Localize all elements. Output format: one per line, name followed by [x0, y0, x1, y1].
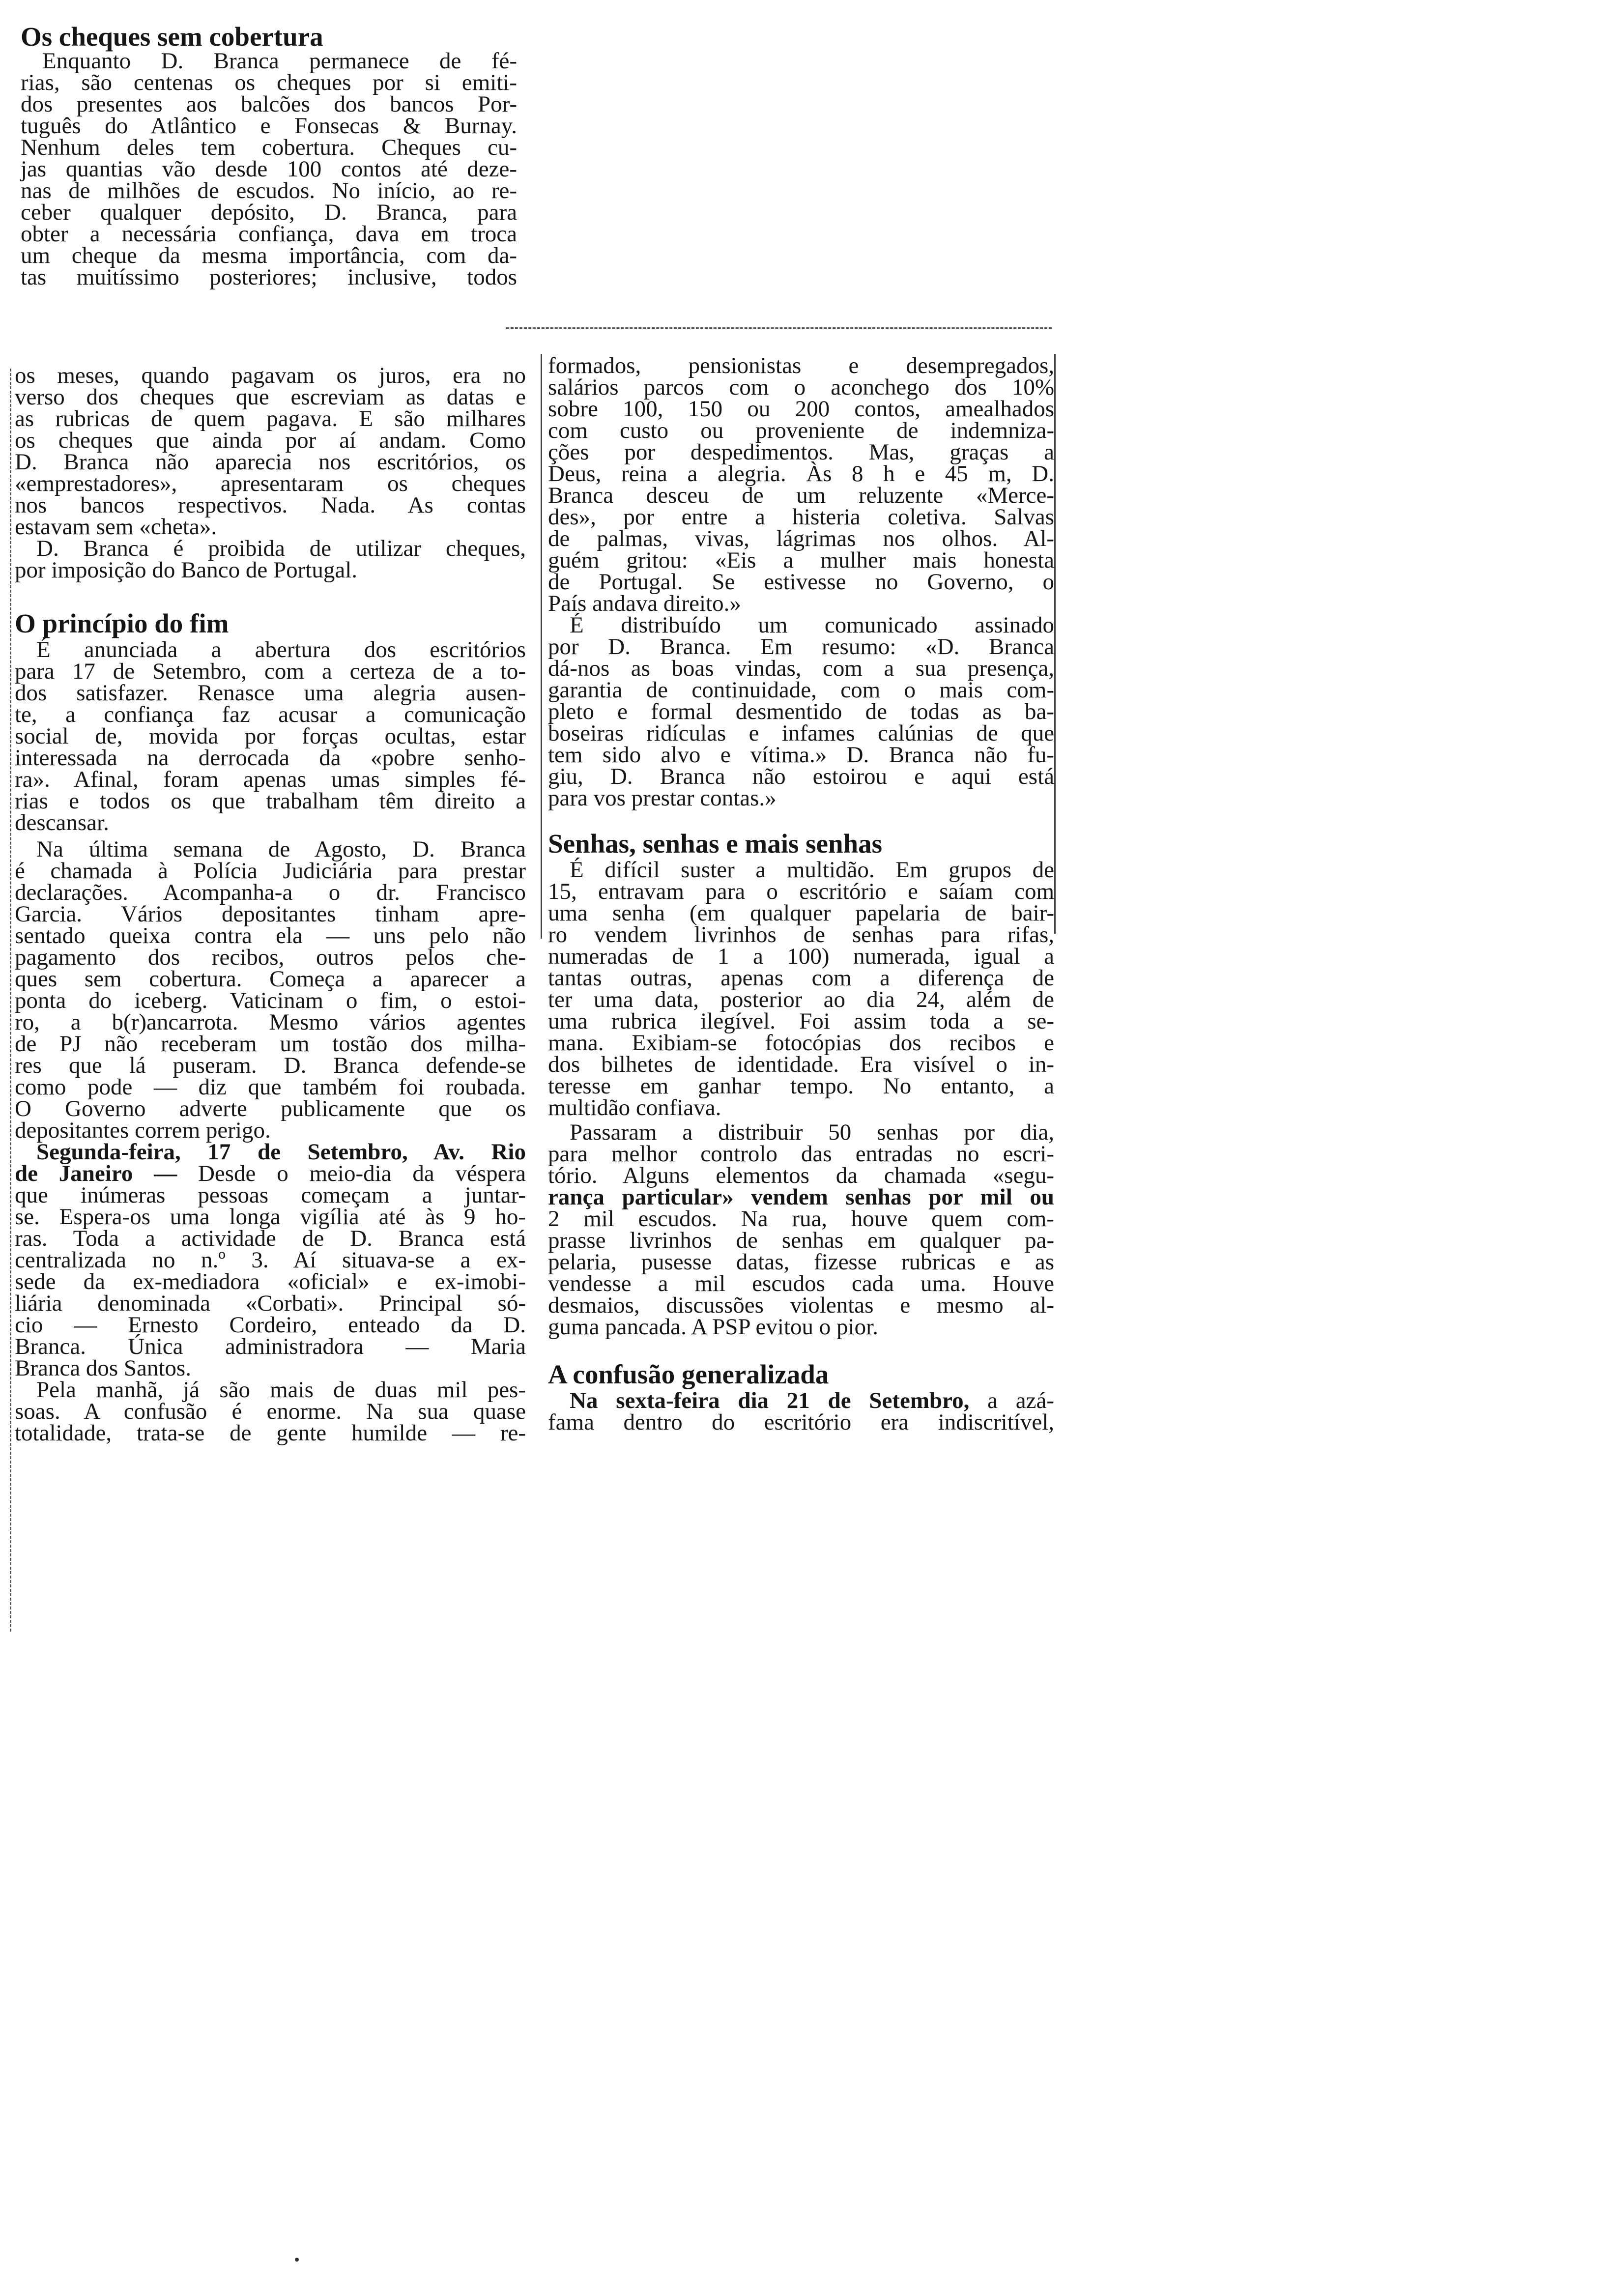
text-line: te, a confiança faz acusar a comunicação: [15, 702, 526, 727]
column-2: [548, 355, 1054, 1433]
column-left-edge: [10, 369, 11, 1632]
bold-lead: de Janeiro —: [15, 1161, 177, 1186]
text-line: D. Branca é proibida de utilizar cheques,: [36, 536, 526, 561]
text-line: pagamento dos recibos, outros pelos che-: [15, 945, 526, 970]
text-line: rança particular» vendem senhas por mil ou: [548, 1184, 1054, 1210]
text-line: salários parcos com o aconchego dos 10%: [548, 374, 1054, 400]
paragraph: [15, 838, 526, 1141]
text-line: pelaria, pusesse datas, fizesse rubricas e as: [548, 1249, 1054, 1275]
text-line: formados, pensionistas e desempregados,: [548, 353, 1054, 378]
column-1: [15, 365, 526, 1444]
text-line: estavam sem «cheta».: [15, 514, 217, 540]
heading-senhas-senhas-e-mais-senhas: Senhas, senhas e mais senhas: [548, 829, 883, 859]
paragraph: [15, 365, 526, 538]
section-cheques-body: [21, 50, 517, 288]
text-line: liária denominada «Corbati». Principal só-: [15, 1291, 526, 1316]
text-line: um cheque da mesma importância, com da-: [21, 243, 517, 268]
section-cheques: [21, 22, 517, 288]
text-run: Desde o meio-dia da véspera: [177, 1161, 526, 1186]
text-line: os cheques que ainda por aí andam. Como: [15, 428, 526, 453]
text-line: verso dos cheques que escreviam as datas e: [15, 384, 526, 410]
text-line: uma senha (em qualquer papelaria de bair-: [548, 900, 1054, 926]
text-line: é chamada à Polícia Judiciária para prestar: [15, 858, 526, 884]
text-line: centralizada no n.º 3. Aí situava-se a ex-: [15, 1247, 526, 1273]
text-line: «emprestadores», apresentaram os cheques: [15, 471, 526, 496]
text-line: rias e todos os que trabalham têm direito a: [15, 788, 526, 814]
paragraph: [548, 614, 1054, 809]
paragraph: [15, 538, 526, 581]
text-line: declarações. Acompanha-a o dr. Francisco: [15, 880, 526, 905]
text-line: [15, 1141, 526, 1163]
text-line: depositantes correm perigo.: [15, 1118, 271, 1143]
text-line: Branca desceu de um reluzente «Merce-: [548, 483, 1054, 508]
text-line: uma rubrica ilegível. Foi assim toda a se-: [548, 1008, 1054, 1034]
text-line: de PJ não receberam um tostão dos milha-: [15, 1031, 526, 1057]
text-line: para vos prestar contas.»: [548, 785, 777, 811]
paragraph: [15, 1141, 526, 1379]
text-line: 15, entravam para o escritório e saíam com: [548, 879, 1054, 904]
column-right-edge: [1054, 354, 1056, 934]
text-line: sentado queixa contra ela — uns pelo não: [15, 923, 526, 948]
text-line: tem sido alvo e vítima.» D. Branca não fu-: [548, 742, 1054, 768]
text-line: prasse livrinhos de senhas em qualquer pa-: [548, 1228, 1054, 1253]
text-line: giu, D. Branca não estoirou e aqui está: [548, 764, 1054, 789]
text-line: Na última semana de Agosto, D. Branca: [36, 836, 526, 862]
text-line: dos presentes aos balcões dos bancos Por-: [21, 91, 517, 117]
text-line: ra». Afinal, foram apenas umas simples fé-: [15, 767, 526, 792]
text-line: descansar.: [15, 810, 109, 835]
text-line: boseiras ridículas e infames calúnias de que: [548, 720, 1054, 746]
text-line: como pode — diz que também foi roubada.: [15, 1074, 526, 1100]
text-line: totalidade, trata-se de gente humilde — re-: [15, 1420, 526, 1446]
text-line: ter uma data, posterior ao dia 24, além de: [548, 987, 1054, 1012]
text-line: Branca. Única administradora — Maria: [15, 1334, 526, 1359]
text-line: Branca dos Santos.: [15, 1355, 191, 1381]
text-line: [548, 1390, 1054, 1411]
paragraph: [15, 1379, 526, 1444]
bold-lead: Segunda-feira, 17 de Setembro, Av. Rio: [36, 1139, 526, 1165]
text-line: para 17 de Setembro, com a certeza de a to-: [15, 659, 526, 684]
column-divider: [541, 354, 542, 939]
text-line: multidão confiava.: [548, 1095, 721, 1120]
text-line: des», por entre a histeria coletiva. Salvas: [548, 504, 1054, 530]
text-line: Garcia. Vários depositantes tinham apre-: [15, 901, 526, 927]
text-line: 2 mil escudos. Na rua, houve quem com-: [548, 1206, 1054, 1232]
text-line: tantas outras, apenas com a diferença de: [548, 965, 1054, 991]
text-line: sobre 100, 150 ou 200 contos, amealhados: [548, 396, 1054, 422]
text-line: dos bilhetes de identidade. Era visível o in-: [548, 1052, 1054, 1077]
text-line: ro, a b(r)ancarrota. Mesmo vários agentes: [15, 1009, 526, 1035]
bold-lead: Na sexta-feira dia 21 de Setembro,: [570, 1388, 970, 1413]
text-line: ras. Toda a actividade de D. Branca está: [15, 1226, 526, 1251]
text-line: de palmas, vivas, lágrimas nos olhos. Al-: [548, 526, 1054, 551]
heading-o-principio-do-fim: O princípio do fim: [15, 608, 229, 638]
text-line: Enquanto D. Branca permanece de fé-: [42, 48, 517, 74]
text-line: guma pancada. A PSP evitou o pior.: [548, 1314, 878, 1340]
text-line: ponta do iceberg. Vaticinam o fim, o estoi-: [15, 988, 526, 1013]
text-line: por imposição do Banco de Portugal.: [15, 557, 358, 583]
text-line: numeradas de 1 a 100) numerada, igual a: [548, 944, 1054, 969]
heading-cheques-sem-cobertura: Os cheques sem cobertura: [21, 22, 323, 52]
text-line: País andava direito.»: [548, 591, 741, 616]
heading-a-confusao-generalizada: A confusão generalizada: [548, 1359, 829, 1389]
text-line: ções por despedimentos. Mas, graças a: [548, 439, 1054, 465]
text-line: dos satisfazer. Renasce uma alegria ausen-: [15, 680, 526, 706]
text-line: Pela manhã, já são mais de duas mil pes-: [36, 1377, 526, 1403]
paragraph: [548, 355, 1054, 614]
text-line: social de, movida por forças ocultas, estar: [15, 723, 526, 749]
paragraph: [548, 859, 1054, 1119]
text-line: tas muitíssimo posteriores; inclusive, todos: [21, 264, 517, 290]
paragraph: [548, 1121, 1054, 1338]
text-run: a azá-: [969, 1388, 1054, 1413]
text-line: teresse em ganhar tempo. No entanto, a: [548, 1073, 1054, 1099]
paragraph: [548, 1390, 1054, 1433]
text-line: cio — Ernesto Cordeiro, enteado da D.: [15, 1312, 526, 1338]
text-line: de Portugal. Se estivesse no Governo, o: [548, 569, 1054, 595]
text-line: tuguês do Atlântico e Fonsecas & Burnay.: [21, 113, 517, 139]
text-line: vendesse a mil escudos cada uma. Houve: [548, 1271, 1054, 1296]
text-line: Deus, reina a alegria. Às 8 h e 45 m, D.: [548, 461, 1054, 487]
text-line: ceber qualquer depósito, D. Branca, para: [21, 200, 517, 225]
text-line: D. Branca não aparecia nos escritórios, os: [15, 449, 526, 475]
text-line: ro vendem livrinhos de senhas para rifas,: [548, 922, 1054, 947]
text-line: que inúmeras pessoas começam a juntar-: [15, 1182, 526, 1208]
text-line: mana. Exibiam-se fotocópias dos recibos e: [548, 1030, 1054, 1056]
text-line: nas de milhões de escudos. No início, ao re-: [21, 178, 517, 203]
text-line: [15, 1163, 526, 1184]
text-line: obter a necessária confiança, dava em troca: [21, 221, 517, 247]
text-line: É difícil suster a multidão. Em grupos de: [570, 857, 1054, 883]
text-line: desmaios, discussões violentas e mesmo al-: [548, 1292, 1054, 1318]
text-line: res que lá puseram. D. Branca defende-se: [15, 1053, 526, 1078]
text-line: dá-nos as boas vindas, com a sua presença,: [548, 656, 1054, 681]
text-line: nos bancos respectivos. Nada. As contas: [15, 492, 526, 518]
text-line: as rubricas de quem pagava. E são milhares: [15, 406, 526, 431]
text-line: O Governo adverte publicamente que os: [15, 1096, 526, 1121]
text-line: soas. A confusão é enorme. Na sua quase: [15, 1399, 526, 1424]
text-line: Nenhum deles tem cobertura. Cheques cu-: [21, 135, 517, 160]
section-divider: [506, 327, 1052, 329]
text-line: guém gritou: «Eis a mulher mais honesta: [548, 547, 1054, 573]
text-line: Passaram a distribuir 50 senhas por dia,: [570, 1119, 1054, 1145]
text-line: sede da ex-mediadora «oficial» e ex-imobi-: [15, 1269, 526, 1294]
text-line: pleto e formal desmentido de todas as ba-: [548, 699, 1054, 724]
text-line: É distribuído um comunicado assinado: [570, 612, 1054, 638]
text-line: tório. Alguns elementos da chamada «segu-: [548, 1163, 1054, 1188]
text-line: por D. Branca. Em resumo: «D. Branca: [548, 634, 1054, 660]
text-line: se. Espera-os uma longa vigília até às 9 ho-: [15, 1204, 526, 1230]
text-line: ques sem cobertura. Começa a aparecer a: [15, 966, 526, 992]
text-line: garantia de continuidade, com o mais com-: [548, 677, 1054, 703]
text-line: para melhor controlo das entradas no escri-: [548, 1141, 1054, 1167]
text-line: jas quantias vão desde 100 contos até deze-: [21, 156, 517, 182]
scan-speck: [295, 2258, 299, 2262]
paragraph: [15, 639, 526, 833]
text-line: fama dentro do escritório era indiscritível,: [548, 1409, 1054, 1435]
text-line: interessada na derrocada da «pobre senho-: [15, 745, 526, 771]
text-line: É anunciada a abertura dos escritórios: [36, 637, 526, 662]
text-line: com custo ou proveniente de indemniza-: [548, 418, 1054, 443]
text-line: rias, são centenas os cheques por si emiti-: [21, 70, 517, 95]
text-line: os meses, quando pagavam os juros, era no: [15, 363, 526, 388]
